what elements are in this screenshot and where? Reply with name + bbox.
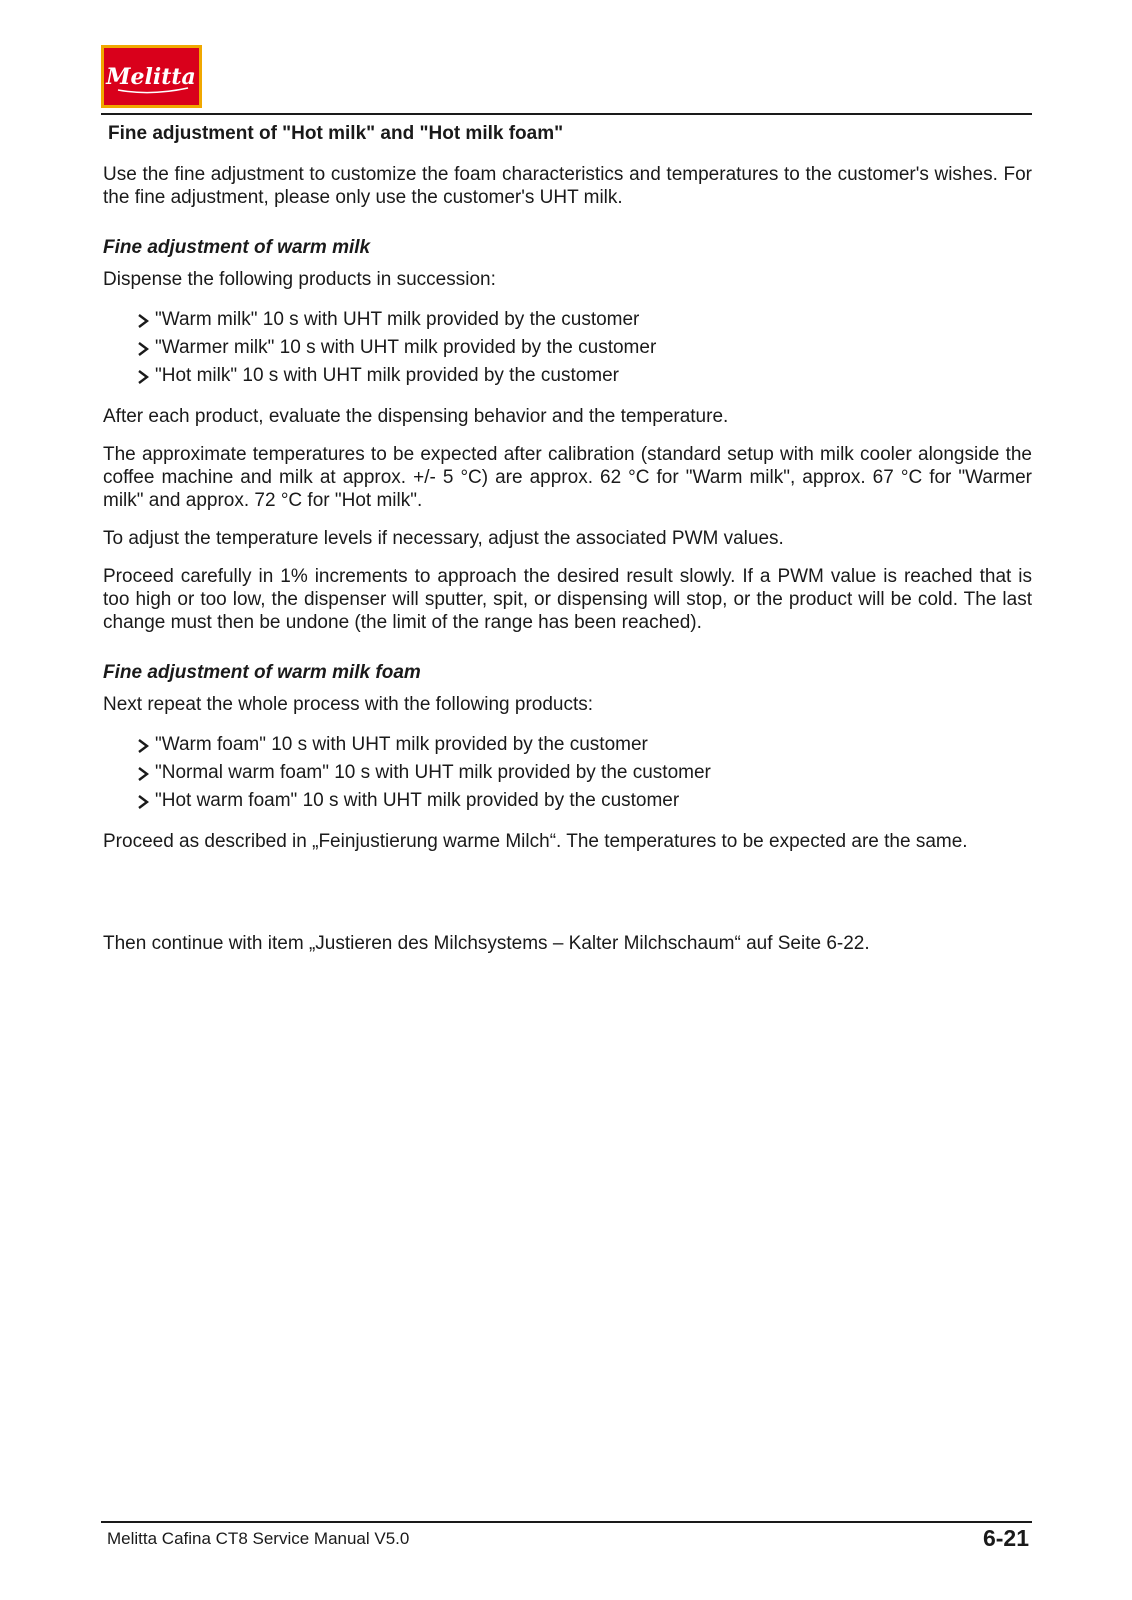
increments-paragraph: Proceed carefully in 1% increments to approach the desired result slowly. If a PWM value is reached that is too high or too low, the dispenser will sputter, spit, or dispensing will stop, or the product will be cold. The last change must then be undone (the limit of the range has been reached). [103, 566, 1032, 633]
continue-paragraph: Then continue with item „Justieren des Milchsystems – Kalter Milchschaum“ auf Seite 6-22. [103, 933, 870, 954]
melitta-logo [101, 45, 202, 108]
pwm-paragraph: To adjust the temperature levels if necessary, adjust the associated PWM values. [103, 528, 784, 549]
warm-milk-lead: Dispense the following products in succession: [103, 269, 496, 290]
logo-brand-text: Melitta [106, 64, 196, 90]
page-content [103, 122, 1032, 970]
arrow-right-icon [137, 370, 149, 384]
arrow-right-icon [137, 795, 149, 809]
footer-rule [101, 1521, 1032, 1523]
intro-paragraph: Use the fine adjustment to customize the foam characteristics and temperatures to the customer's wishes. For the fine adjustment, please only use the customer's UHT milk. [103, 164, 1032, 208]
melitta-logo-icon [104, 48, 199, 105]
list-item [137, 334, 1032, 362]
arrow-right-icon [137, 342, 149, 356]
list-item [137, 362, 1032, 390]
list-item-text: "Normal warm foam" 10 s with UHT milk provided by the customer [155, 762, 711, 783]
list-item-text: "Warm milk" 10 s with UHT milk provided by the customer [155, 309, 640, 330]
list-item-text: "Hot warm foam" 10 s with UHT milk provided by the customer [155, 790, 680, 811]
list-item [137, 759, 1032, 787]
evaluate-paragraph: After each product, evaluate the dispensing behavior and the temperature. [103, 406, 729, 427]
warm-foam-list [103, 731, 1032, 815]
warm-milk-heading: Fine adjustment of warm milk [103, 237, 371, 258]
arrow-right-icon [137, 739, 149, 753]
warm-milk-list [103, 306, 1032, 390]
warm-foam-lead: Next repeat the whole process with the following products: [103, 694, 594, 715]
arrow-right-icon [137, 767, 149, 781]
arrow-right-icon [137, 314, 149, 328]
list-item [137, 306, 1032, 334]
header-rule [101, 113, 1032, 115]
list-item [137, 787, 1032, 815]
list-item-text: "Warmer milk" 10 s with UHT milk provided by the customer [155, 337, 657, 358]
page-number: 6-21 [982, 1525, 1029, 1551]
list-item-text: "Warm foam" 10 s with UHT milk provided by the customer [155, 734, 648, 755]
footer-manual-title: Melitta Cafina CT8 Service Manual V5.0 [107, 1529, 410, 1548]
section-title: Fine adjustment of "Hot milk" and "Hot milk foam" [108, 123, 564, 144]
warm-foam-heading: Fine adjustment of warm milk foam [103, 662, 421, 683]
temperature-paragraph: The approximate temperatures to be expected after calibration (standard setup with milk cooler alongside the coffee machine and milk at approx. +/- 5 °C) are approx. 62 °C for "Warm milk", approx. 67 °C for "Warmer milk" and approx. 72 °C for "Hot milk". [103, 444, 1032, 511]
list-item [137, 731, 1032, 759]
proceed-paragraph: Proceed as described in „Feinjustierung warme Milch“. The temperatures to be expected are the same. [103, 831, 968, 852]
list-item-text: "Hot milk" 10 s with UHT milk provided by the customer [155, 365, 620, 386]
